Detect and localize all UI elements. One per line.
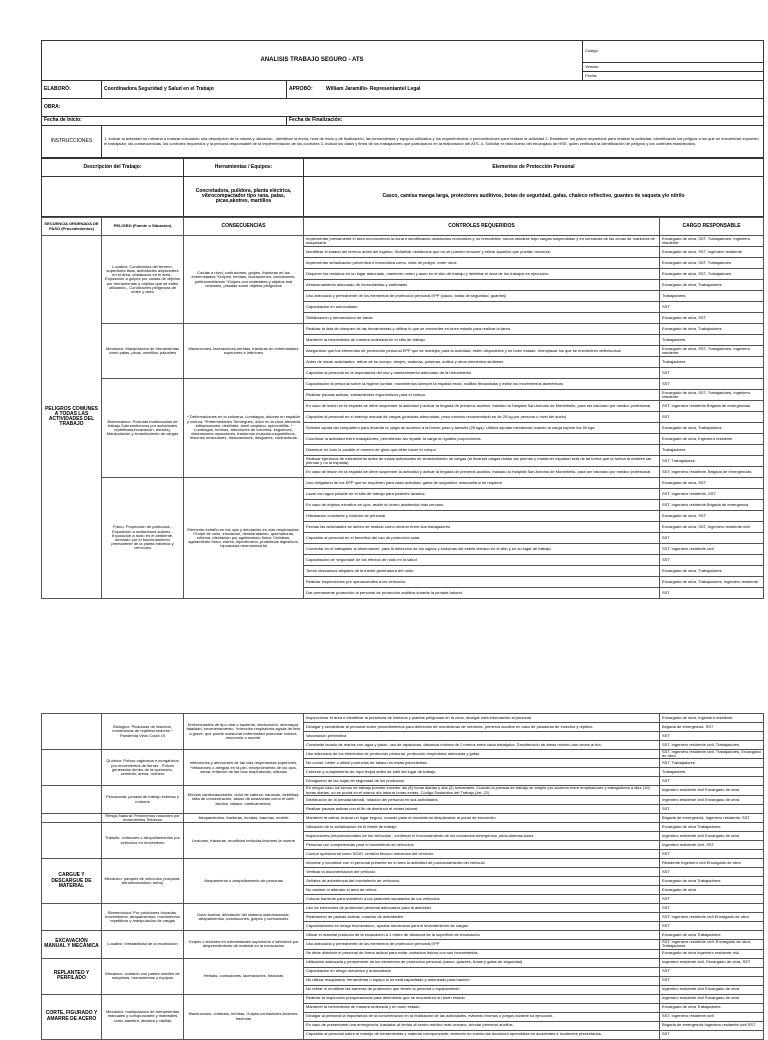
instrucciones-label: INSTRUCCIONES: [42, 126, 102, 158]
control-cell: Cubrirse y cumplimiento de ropa limpia antes de salir del lugar de trabajo.: [304, 768, 660, 777]
responsable-cell: SST: [660, 850, 764, 859]
table-row: [42, 379, 764, 390]
control-cell: Capacitar al personal en el manejo manual de cargas (posturas adecuadas, peso máximo recomendado es de 25 kg por persona o nivel del suelo): [304, 412, 660, 423]
control-cell: Mantener la calma, buscar un lugar seguro, cuando pase el movimiento desplazarse al punto de encuentro.: [304, 813, 660, 822]
responsable-cell: SST, Ingeniero residente, Brigada de emergencias: [660, 467, 764, 478]
control-cell: Divulgar al personal la importancia de la concentración en la realización de las actividades, evitando bromas o juegos durante su ejecución.: [304, 1012, 660, 1021]
responsable-cell: SST: [660, 588, 764, 599]
control-cell: Uso de elementos de protección personal adecuados para la actividad: [304, 904, 660, 913]
peligro-cell: Mecánico: Manipulación de herramientas como palas, picas, martillos, palustres: [102, 324, 184, 379]
descripcion-header: Descripción del Trabajo:: [42, 159, 184, 177]
elaboro-label: ELABORÓ:: [42, 81, 102, 99]
fecha-label: Fecha:: [583, 72, 764, 81]
responsable-cell: Encargado de obra, Trabajadores, Ingeniero residente: [660, 577, 764, 588]
control-cell: Ubicar el material producto de la excavación a 1 metro de distancia de la superficie de excavación: [304, 931, 660, 940]
elaboro-value: Coordinadora Seguridad y Salud en el Trabajo: [102, 81, 287, 99]
secuencia-header: SECUENCIA ORDENADA DE PASO (Procedimientos): [42, 218, 102, 236]
control-cell: Divulgación de las hojas de seguridad de los productos: [304, 777, 660, 786]
document-title: ANALISIS TRABAJO SEGURO - ATS: [42, 41, 583, 81]
responsable-cell: Trabajadores: [660, 357, 764, 368]
control-cell: Capacitar al personal en la importancia del uso y mantenimiento adecuado de la herramienta: [304, 368, 660, 379]
control-cell: Colocar barreras para mantener a los peatones separados de los vehículos: [304, 895, 660, 904]
consecuencia-cell: Heridas, contusiones, laceraciones, fracturas: [184, 958, 304, 994]
fecha-inicio-label: Fecha de Inicio:: [42, 117, 287, 126]
responsable-cell: SST: [660, 777, 764, 786]
responsable-cell: SST: [660, 302, 764, 313]
responsable-cell: SST: [660, 1030, 764, 1039]
control-cell: Verificar la documentación del vehículo: [304, 868, 660, 877]
responsable-cell: SST: [660, 895, 764, 904]
activity-cell: [42, 904, 102, 931]
control-cell: Divulgar y sensibilizar al personal sobre procedimientos para detección de mordeduras de roedores, primeros auxilios en caso de picaduras de insectos y reptiles.: [304, 723, 660, 732]
ats-page-2: [0, 713, 768, 1037]
responsable-cell: SST: [660, 904, 764, 913]
responsable-cell: SST, Trabajadores: [660, 456, 764, 467]
control-cell: Capacitaciones en riesgo biomecánico, ayudas mecánicas para el levantamiento de cargas: [304, 922, 660, 931]
responsable-cell: Encargado de obra Trabajadores: [660, 1003, 764, 1012]
activity-cell: [42, 813, 102, 822]
responsable-cell: Encargado de obra, SST, Trabajadores, Ingeniero residente: [660, 236, 764, 247]
responsable-cell: Ingeniero residente civil Encargado de obra: [660, 832, 764, 841]
control-cell: Personal con competencias para el movimiento de vehículos: [304, 841, 660, 850]
consecuencias-header: CONSECUENCIAS: [184, 218, 304, 236]
responsable-cell: Encargado de obra, SST, Ingeniero residente civil: [660, 522, 764, 533]
herramientas-value: Concretadora, pulidora, planta eléctrica, vibrocompactador tipo rana, palas, picas,akotres, martillos: [184, 177, 304, 217]
table-row: [42, 714, 764, 723]
control-cell: Disminuir en todo lo posible el número de giros que debe hacer el cuerpo: [304, 445, 660, 456]
control-cell: Antes de iniciar actividades, retirar de su cuerpo, relojes, cadenas, pulseras, anillos y otros elementos similares: [304, 357, 660, 368]
table-row: [42, 958, 764, 967]
responsable-cell: SST, Ingeniero residente civil, Trabajadores: [660, 741, 764, 750]
control-cell: Tomar descansos alejados de la fuente generadora del ruido.: [304, 566, 660, 577]
responsable-cell: SST: [660, 379, 764, 390]
responsable-cell: SST: [660, 976, 764, 985]
control-cell: Coordinar la actividad entre trabajadores, permitiendo así repartir la carga en iguales proporciones.: [304, 434, 660, 445]
responsable-cell: Encargado de obra, SST, Trabajadores: [660, 258, 764, 269]
activity-cell: CORTE, FIGURADO Y AMARRE DE ACERO: [42, 994, 102, 1039]
peligro-cell: Biomecánico: Por posiciones forzadas, movimientos, atrapamientos, movimientos repetitivos y manipulación de cargas: [102, 904, 184, 931]
responsable-cell: Trabajadores: [660, 768, 764, 777]
responsable-cell: Trabajadores: [660, 445, 764, 456]
peligro-header: PELIGRO (Fuente o Situación): [102, 218, 184, 236]
control-cell: Constante lavado de manos con agua y jabón, uso de tapabocas, distancia mínima de 2 metros entre cada trabajador. Desinfección de áreas mínimo dos veces al día.: [304, 741, 660, 750]
activity-cell: [42, 750, 102, 786]
responsable-cell: Ingeniero residente civil Encargado de obra: [660, 786, 764, 795]
peligro-cell: Mecánico: parques de vehículos (volqueta, retroexcavadora, turbo): [102, 859, 184, 904]
responsable-cell: SST, Ingeniero residente civil: [660, 544, 764, 555]
activity-cell: PELIGROS COMUNES A TODAS LAS ACTIVIDADES DEL TRABAJO: [42, 236, 102, 599]
control-cell: Utilización adecuada y permanente de los elementos de protección personal (casco, guantes, botas y gafas de seguridad): [304, 958, 660, 967]
responsable-cell: Residente Ingeniero civil Encargado de obra: [660, 859, 764, 868]
control-cell: Señales de advertencia del movimiento de vehículos: [304, 877, 660, 886]
peligro-cell: Psicosocial: jornada de trabajo extensa y nulturria: [102, 786, 184, 813]
control-cell: Implementar previamente el área reconociendo la zona e identificando obstáculos removibles y no removibles, nunca ubicarse bajo cargas suspendidas y en cercanías de las zonas de maniobra de maquinaria: [304, 236, 660, 247]
peligro-cell: Riesgo Natural: Fenómenos naturales por movimientos Telúricos: [102, 813, 184, 822]
peligro-cell: Mecánico: manipulación de herramientas manuales y cortopunzante y materiales como alambre, alicates y varillas: [102, 994, 184, 1039]
control-cell: Inspeccionar el área e identificar la presencia de insectos y plantas peligrosas en la zona, divulgar esta información al personal.: [304, 714, 660, 723]
responsable-cell: Encargado de obra Trabajadores: [660, 823, 764, 832]
responsable-cell: Ingeniero residente civil Encargado de obra: [660, 994, 764, 1003]
control-cell: Se debe distribuir el personal de forma radical para evitar contactos físicos con sus herramientas.: [304, 949, 660, 958]
responsable-cell: Trabajadores: [660, 335, 764, 346]
consecuencia-cell: Caídas a nivel, contusiones, golpes, fracturas en las extremidades *Golpes, heridas, laceraciones, contusiones, politraumatismos *Golpes con materiales y objetos mal ubicados, pisadas sobre objetos peligrosos: [184, 236, 304, 324]
fecha-final-label: Fecha de Finalización:: [287, 117, 764, 126]
responsable-cell: SST: [660, 368, 764, 379]
responsable-cell: SST, Ingeniero residente, SST: [660, 489, 764, 500]
responsable-cell: SST: [660, 555, 764, 566]
herramientas-header: Herramientas / Equipos:: [184, 159, 304, 177]
peligro-cell: Biológico: Picaduras de insectos, mordeduras de reptiles/roedores * Pandemia Virus Covid 19: [102, 714, 184, 750]
control-cell: Realización de pausas activas, rotación de actividades: [304, 913, 660, 922]
table-row: [42, 478, 764, 489]
ats-page-1: [0, 40, 768, 610]
control-cell: No obstruir ni alterado el área de retiros: [304, 886, 660, 895]
instrucciones-text: 1. Indicar la actividad no rutinaria a realizar colocando una descripción de la misma y ubicación , identificar la fecha, hora de inicio y de finalización, las herramientas y equipos utilizados y los requerimientos o precondiciones para realizar la actividad 2. Establecer los pasos requeridos para realizar la actividad. Identificando los peligros a los que se encuentran expuesto el trabajador, las consecuencias, los controles requeridos y la persona responsable de la implementación de los controles 3. Indicar los datos y firma de los trabajadores que participaron en la elaboración del ATS. 4. Solicitar el visto bueno del encargado de HSE, quien verificará la identificación de peligros y los controles establecidos.: [102, 126, 764, 158]
control-cell: Realizar la lista de chequeo de las herramientas y utilizar lo que se encuentre en buen estado para realizar la tarea: [304, 324, 660, 335]
control-cell: Realizar ejercicios de estiramiento antes de iniciar actividades de levantamiento de cargas (al levantar cargas doblar las piernas y mantener espalda recta de tal forma que la fuerza la realicen las piernas y no la espalda): [304, 456, 660, 467]
peligro-cell: Físico: Proyección de partículas - Exposición a radiaciones solares - Exposición a ruido en el ambiente, derivado por el funcionamiento permanente de la planta eléctrica y vehículos: [102, 478, 184, 599]
responsable-cell: Encargado de obra, SST, Trabajadores, Ingeniero residente: [660, 390, 764, 401]
consecuencia-cell: Elemento extraño en los ojos y afectación en vías respiratorias. *Golpe de calor, insolación, deshidratación, quemaduras, eritema, afectación por agotamiento físico, Cefaleas, agotamiento físico, estrés, hipertensión, problemas digestivos, hipoacusia neurosensorial: [184, 478, 304, 599]
peligro-cell: Locativo: Condiciones del terreno, superficies lisas, actividades adyacentes en el área, obstáculos en el área - Exposición a golpes por caídas de objetos por herramientas u objetos que se estén utilizando - Condiciones peligrosas de orden y aseo: [102, 236, 184, 324]
responsable-cell: Encargado de obra, SST: [660, 511, 764, 522]
control-cell: Inspecciones preoperacionales de los vehículos , confirmar el funcionamiento de los comandos emergencia, pitos,alarmas,luces: [304, 832, 660, 841]
control-cell: Uso obligatorio de los EPP que se requieren para cada actividad. gafas de seguridad, mascarilla si se requiere.: [304, 478, 660, 489]
control-cell: Dar permanente protección al personal de protección auditiva durante la jornada laboral.: [304, 588, 660, 599]
peligro-cell: Químico: Polvos orgánicos e inorgánicos por movimientos de tierras - Polvos generados dentro de la operación, cemento, arena, mortero: [102, 750, 184, 786]
responsable-cell: SST: [660, 412, 764, 423]
responsable-cell: Ingeniero residente civil Encargado de obra: [660, 795, 764, 804]
control-cell: En caso de lesión en la espalda se debe suspender la actividad y activar la brigada de primeros auxilios, traslado al Hospital San Antonio de Montebello, para ser valorado por médico profesional: [304, 467, 660, 478]
control-cell: Capacitar al personal en el beneficio del uso de protección solar: [304, 533, 660, 544]
control-cell: Uso adecuado y permanente de los elementos de protección personal EPP: [304, 940, 660, 949]
control-cell: Señalización y demarcación de áreas: [304, 313, 660, 324]
responsable-cell: Encargado de obra, Trabajadores: [660, 280, 764, 291]
responsable-cell: Encargado de obra: [660, 886, 764, 895]
control-cell: En caso de objetos extraños en ojos, asistir al centro asistencial más cercano: [304, 500, 660, 511]
consecuencia-cell: Infecciones y afecciones de las vías respiratorias superiores, *irritaciones o alergias en la piel, envejecimiento de los ojos, asma, irritación de las vías respiratorias, silicosis: [184, 750, 304, 786]
responsable-cell: Ingeniero residente civil, Encargado de obra, SST: [660, 958, 764, 967]
control-cell: En caso de lesión en la espalda se debe suspender la actividad y activar la brigada de primeros auxilios, traslado al Hospital San Antonio de Montebello, para ser valorado por médico profesional: [304, 401, 660, 412]
responsable-cell: SST, Trabajadores: [660, 759, 764, 768]
responsable-cell: Encargado de obra, Trabajadores: [660, 566, 764, 577]
responsable-cell: SST: [660, 533, 764, 544]
control-cell: No utilizar maquinaria, herramienta o equipo si no está capacitado y autorizado para hacerlo: [304, 976, 660, 985]
responsable-cell: Brigada de emergencia Ingeniero residente civil SST: [660, 1021, 764, 1030]
aprobo-cell: [287, 81, 764, 99]
aprobo-label: APROBÓ:: [289, 85, 313, 92]
responsable-cell: Encargado de obra, SST, Trabajadores, Ingeniero residente: [660, 346, 764, 357]
responsable-cell: Encargado de obra, SST, Trabajadores: [660, 269, 764, 280]
responsable-cell: SST, Ingeniero residente civil Encargado de obra: [660, 913, 764, 922]
responsable-cell: SST, Ingeniero residente civil: [660, 1012, 764, 1021]
hazard-table-page-2: [41, 713, 764, 1040]
responsable-cell: Brigada de emergencia, Ingeniero residente, SST: [660, 813, 764, 822]
cargo-header: CARGO RESPONSABLE: [660, 218, 764, 236]
control-cell: Realizar pausas activas con el fin de disminuir el estrés laboral: [304, 804, 660, 813]
control-cell: No retirar ni modificar las barreras de protección que tienen la persona o equipamiento: [304, 985, 660, 994]
control-cell: Uso adecuado de los elementos de protección personal, protección respiratoria adecuada y gafas: [304, 750, 660, 759]
responsable-cell: SST, Ingeniero residente civil, Encargado de obra, Trabajadores: [660, 940, 764, 949]
version-label: Versión:: [583, 63, 764, 72]
activity-cell: EXCAVACIÓN MANUAL Y MECÁNICA: [42, 931, 102, 958]
control-cell: Distribución de la jornada laboral, rotación del personal en sus actividades: [304, 795, 660, 804]
aprobo-value: William Jaramillo- Representantel Legal: [326, 85, 421, 92]
descripcion-table: [41, 158, 764, 217]
control-cell: Realizar la inspección preoperacional para determinar que se encuentren en buen estado: [304, 994, 660, 1003]
consecuencia-cell: Efectos cardiovasculares, dolor de cabeza, nauseas, debilidad, falta de concentración, abuso de sustancias como el café, alcohol, tabaco, medicamentos.: [184, 786, 304, 813]
table-row: [42, 813, 764, 822]
responsable-cell: SST: [660, 967, 764, 976]
control-cell: No comer, beber o utilice productos de tabaco en estas polvorientas.: [304, 759, 660, 768]
control-cell: Capacitación de 'seguridad' de los efectos de ruido en la salud: [304, 555, 660, 566]
table-row: [42, 324, 764, 335]
control-cell: Capacitación en riesgo mecánico y autocuidado: [304, 967, 660, 976]
peligro-cell: Biomecánico: Posturas inadecuadas de trabajo,Sobreesfuerzos por actividades repetitivas(excavación, mezcla), Manipulación y levantamiento de cargas: [102, 379, 184, 478]
controles-header: CONTROLES REQUERIDOS: [304, 218, 660, 236]
responsable-cell: Encargado de obra, Trabajadores: [660, 324, 764, 335]
responsable-cell: Encargado de obra, Ingeniero residente: [660, 714, 764, 723]
control-cell: Capacitar al personal sobre el manejo de herramientas y material cortopunzante; teniendo en cuenta las lecciones aprendidas en accidentes e incidentes presentados.: [304, 1030, 660, 1039]
table-row: [42, 994, 764, 1003]
control-cell: Solicitar ayuda del compañero para levantar la carga de acuerdo a la forma, peso y tamaño (25 kgs). Utilizar ayudas mecánicas cuando la carga supere los 50 kgs.: [304, 423, 660, 434]
responsable-cell: Encargado de obra, Trabajadores: [660, 423, 764, 434]
control-cell: Realizar inspecciones pre operacionales a los vehículos.: [304, 577, 660, 588]
control-cell: Vacunación preventiva: [304, 732, 660, 741]
responsable-cell: Ingeniero residente civil, SST: [660, 841, 764, 850]
control-cell: Hidratación constante y rotación de personal: [304, 511, 660, 522]
table-row: [42, 823, 764, 832]
consecuencia-cell: Golpes o lesiones en extremidades superiores o inferiores por desprendimiento de material en la excavación: [184, 931, 304, 958]
control-cell: Fechas las actividades se deben de realizar como mínimo entre dos trabajadores: [304, 522, 660, 533]
responsable-cell: Trabajadores: [660, 291, 764, 302]
table-row: [42, 904, 764, 913]
descripcion-value: [42, 177, 184, 217]
consecuencia-cell: Dolor lumbar, afectación del sistema osteomuscular, atrapamientos, machucones, golpes y contusiones: [184, 904, 304, 931]
responsable-cell: SST, Ingeniero residente civil, Trabajadores, Encargado de obra: [660, 750, 764, 759]
responsable-cell: Encargado de obra, SST, Ingeniero residente: [660, 247, 764, 258]
table-row: [42, 931, 764, 940]
control-cell: Identificar el estado del terreno antes del ingreso. Señalizar obstáculos que no se pueden remover y retirar aquellos que puedan moverse.: [304, 247, 660, 258]
control-cell: En ningún caso los turnos de trabajo pueden exceder las (8) horas diarias y dos (2) semanales. Cuando la jornada de trabajo se amplíe por acuerdo entre empleadores y trabajadores a diez (10) horas diarias, no se podrá en el mismo día laborar horas extras. Código Sustantivo del Trabajo (Art. 22): [304, 786, 660, 795]
table-row: [42, 859, 764, 868]
consecuencia-cell: Atrapamiento o atropellamiento de personas: [184, 859, 304, 904]
control-cell: Almacenamiento adecuado de herramientas y materiales: [304, 280, 660, 291]
table-row: [42, 750, 764, 759]
control-cell: Comentar en el trabajador la observación, para la detección de los signos y síntomas del estrés térmico en el sitio y en su lugar de trabajo.: [304, 544, 660, 555]
control-cell: En caso de presentarse una emergencia, trasladar al herido al centro médico más cercano, brindar primeros auxilios.: [304, 1021, 660, 1030]
control-cell: Asegurarse que los elementos de protección personal EPP que se manejen para la actividad, estén disponibles y en buen estado, reemplazar los que se encuentren defectuosos: [304, 346, 660, 357]
responsable-cell: Ingeniero residente civil Encargado de obra: [660, 985, 764, 994]
control-cell: Uso adecuado y permanente de los elementos de protección personal EPP (casco, botas de seguridad, guantes): [304, 291, 660, 302]
activity-cell: CARGUE Y DESCARGUE DE MATERIAL: [42, 859, 102, 904]
epp-header: Elementos de Protección Personal: [304, 159, 764, 177]
activity-cell: [42, 786, 102, 813]
control-cell: Disponer los residuos en un lugar adecuado, mantener orden y aseo en el sitio de trabajo y delimitar el área de los trabajos en ejecución.: [304, 269, 660, 280]
responsable-cell: Brigada de emergencia, SST: [660, 723, 764, 732]
control-cell: Capacitación al personal sobre la higiene lumbar, movimientos siempre la espalda recta, rodillas flexionadas y evitar los movimientos asimétricos: [304, 379, 660, 390]
hazard-table-page-1: [41, 217, 764, 599]
responsable-cell: SST: [660, 732, 764, 741]
consecuencia-cell: Enfermedades de tipo viral o bacterial, intoxicación, desmayos, fatalidad, envenenamiento. *Infección respiratoria aguda de leve a grave, que puede ocasionar enfermedad pulmonar crónica, neumonía o muerte.: [184, 714, 304, 750]
responsable-cell: SST: [660, 804, 764, 813]
control-cell: Capacitación en autocuidado: [304, 302, 660, 313]
consecuencia-cell: Atrapamientos, fracturas, heridas, traumas, muerte: [184, 813, 304, 822]
ats-header-table: [41, 40, 764, 158]
peligro-cell: Tránsito: colisiones o atropellamientos por vehículos en movimiento: [102, 823, 184, 859]
consecuencia-cell: Machucones, laceraciones,heridas, fracturas en extremidades superiores e inferiores: [184, 324, 304, 379]
consecuencia-cell: Lesiones, fracturas, movilidad reducida,lesiones la muerte: [184, 823, 304, 859]
control-cell: Informar y coordinar con el personal presente en el área la actividad de posicionamiento del vehículo: [304, 859, 660, 868]
obra-label: OBRA:: [42, 99, 764, 117]
control-cell: Mantener la herramienta de manera ordenada y en buen estado: [304, 1003, 660, 1012]
responsable-cell: SST, Ingeniero residente Brigada de emergencia: [660, 500, 764, 511]
responsable-cell: Encargado de obra, SST: [660, 313, 764, 324]
peligro-cell: Locativo: Inestabilidad de la excavación: [102, 931, 184, 958]
responsable-cell: Encargado de obra, SST: [660, 478, 764, 489]
control-cell: Control operacional como SOAT, revisión técnico mecánica del vehículo: [304, 850, 660, 859]
responsable-cell: SST: [660, 868, 764, 877]
consecuencia-cell: * Deformaciones en la columna, Lumbagos, dolores en espalda y cintura. *Enfermedades Tormegues, dolor en la zona afectada ,inflamaciones, debilidad, túnel carpiano, epicondilitis. * Lumbagos, hernias, afecciones de columna, esguinces, distensiones musculares, trastornos músculo-esqueléticos, lesiones musculares, dislocaciones, desgarres, contracturas: [184, 379, 304, 478]
responsable-cell: Encargado de obra Trabajadores: [660, 877, 764, 886]
consecuencia-cell: Machucones, cortadas, heridas, Golpes,contusiones,lesiones, fracturas: [184, 994, 304, 1039]
responsable-cell: Encargado de obra Trabajadores: [660, 931, 764, 940]
peligro-cell: Mecánico: contacto con partes móviles de máquinas, herramientas y equipos: [102, 958, 184, 994]
responsable-cell: Encargado de obra Ingeniero residente civil: [660, 949, 764, 958]
responsable-cell: SST: [660, 922, 764, 931]
control-cell: Implementar señalización preventiva e informativa como, cinta de peligro, entre otros: [304, 258, 660, 269]
responsable-cell: SST, Ingeniero residente Brigada de emergencias: [660, 401, 764, 412]
control-cell: Realizar pausas activas, estiramientos ergonómicos para el cuerpo.: [304, 390, 660, 401]
table-row: [42, 236, 764, 247]
control-cell: Lavar con agua potable en el sitio de trabajo para posibles lavados.: [304, 489, 660, 500]
activity-cell: [42, 714, 102, 750]
control-cell: Mantener la herramienta de manera ordenada en el sitio de trabajo: [304, 335, 660, 346]
activity-cell: REPLANTEO Y PERFILADO: [42, 958, 102, 994]
activity-cell: [42, 823, 102, 859]
codigo-label: Código:: [583, 41, 764, 63]
responsable-cell: Encargado de obra, Ingeniero residente: [660, 434, 764, 445]
epp-value: Casco, camisa manga larga, protectores auditivos, botas de seguridad, gafas, chaleco reflectivo, guantes de vaqueta y/o nitrilo: [304, 177, 764, 217]
table-row: [42, 786, 764, 795]
control-cell: Ubicación de la señalización en el frente de trabajo: [304, 823, 660, 832]
